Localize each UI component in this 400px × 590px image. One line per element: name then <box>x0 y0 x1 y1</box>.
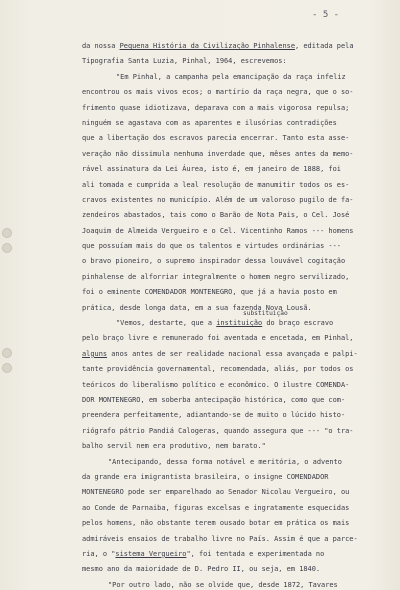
text-segment: prática, desde longa data, em a sua fazenda Nova Lousã. <box>82 303 312 312</box>
text-segment: que possuíam mais do que os talentos e virtudes ordinárias --- <box>82 242 341 251</box>
text-line <box>82 162 386 177</box>
underlined-text: instituição <box>216 319 263 328</box>
text-line <box>82 116 386 131</box>
text-segment: riógrafo pátrio Pandiá Calogeras, quando assegura que --- "o tra- <box>82 426 354 435</box>
text-segment: ", foi tentada e experimentada no <box>186 549 325 558</box>
text-line <box>82 501 386 516</box>
text-segment: ao Conde de Parnaiba, figuras excelsas e ingratamente esquecidas <box>82 503 350 512</box>
text-line <box>82 101 386 116</box>
text-segment: ali tomada e cumprida a leal resolução de manumitir todos os es- <box>82 180 350 189</box>
underlined-text: Pequena História da Civilização Pinhalense <box>119 42 296 50</box>
text-line <box>82 301 386 316</box>
text-segment: do braço escravo <box>262 319 334 328</box>
text-line <box>82 54 386 69</box>
punch-hole <box>2 348 12 358</box>
text-segment: , editada pela <box>295 42 354 50</box>
text-segment: frimento quase idiotizava, deparava com a mais vigorosa repulsa; <box>82 103 350 112</box>
text-segment: preendera perfeitamente, adiantando-se de muito o lúcido histo- <box>82 411 346 420</box>
text-line <box>82 439 386 454</box>
text-segment: ninguém se agastava com as aparentes e ilusórias contradições <box>82 118 337 127</box>
text-segment: balho servil nem era produtivo, nem barato." <box>82 442 266 451</box>
text-line <box>82 362 386 377</box>
text-segment: pinhalense de alforriar integralmente o homem negro servilizado, <box>82 272 350 281</box>
text-segment: teóricos do liberalismo político e econômico. O ilustre COMENDA- <box>82 380 350 389</box>
text-line <box>82 393 386 408</box>
text-segment: MONTENEGRO pode ser emparelhado ao Senador Nicolau Vergueiro, ou <box>82 488 350 497</box>
text-line <box>82 193 386 208</box>
text-line <box>82 270 386 285</box>
text-line <box>82 408 386 423</box>
text-line <box>82 239 386 254</box>
interlinear-correction: substituição <box>243 310 288 318</box>
text-segment: "Em Pinhal, a campanha pela emancipação da raça infeliz <box>116 72 346 81</box>
text-segment: "Vemos, destarte, que a <box>116 319 217 328</box>
text-segment: da grande era imigrantista brasileira, o insigne COMENDADOR <box>82 472 329 481</box>
text-segment: anos antes de ser realidade nacional essa avançada e palpi- <box>107 349 358 358</box>
text-segment: que a libertação dos escravos parecia encerrar. Tanto esta asse- <box>82 134 350 143</box>
text-line <box>82 378 386 393</box>
text-segment: "Antecipando, dessa forma notável e meritória, o advento <box>108 457 342 466</box>
text-segment: tante providência governamental, recomendada, aliás, por todos os <box>82 365 354 374</box>
text-segment: Tipografia Santa Luzia, Pinhal, 1964, escrevemos: <box>82 57 287 66</box>
text-segment: mesmo ano da maioridade de D. Pedro II, ou seja, em 1840. <box>82 565 321 574</box>
text-segment: "Por outro lado, não se olvide que, desde 1872, Tavares <box>108 580 338 589</box>
text-line <box>82 347 386 362</box>
text-line <box>82 224 386 239</box>
text-segment: encontrou os mais vivos ecos; o martírio da raça negra, que o so- <box>82 88 354 97</box>
text-segment: DOR MONTENEGRO, em soberba antecipação histórica, como que com- <box>82 395 346 404</box>
underlined-text: sistema Vergueiro <box>115 549 187 558</box>
text-line <box>116 310 400 331</box>
text-segment: veração não dissimula nenhuma inverdade que, mêses antes da memo- <box>82 149 354 158</box>
text-segment: o bravo pioneiro, o supremo inspirador dessa louvável cogitação <box>82 257 346 266</box>
text-line <box>82 178 386 193</box>
text-line <box>108 455 400 470</box>
punch-hole <box>2 243 12 253</box>
text-segment: rável assinatura da Lei Áurea, isto é, em janeiro de 1888, foi <box>82 165 341 174</box>
text-line <box>108 578 400 590</box>
punch-hole <box>2 363 12 373</box>
text-line <box>82 516 386 531</box>
text-line <box>82 208 386 223</box>
underlined-text: alguns <box>82 349 108 358</box>
text-segment: ria, o " <box>82 549 116 558</box>
text-segment: foi o eminente COMENDADOR MONTENEGRO, que já a havia posto em <box>82 288 337 297</box>
text-line <box>82 562 386 577</box>
text-segment: admiráveis ensaios de trabalho livre no País. Assim é que a parce- <box>82 534 358 543</box>
text-line <box>82 131 386 146</box>
text-segment: pelo braço livre e remunerado foi aventada e encetada, em Pinhal, <box>82 334 354 343</box>
text-segment: cravos existentes no município. Além de um valoroso pugilo de fa- <box>82 195 354 204</box>
text-line <box>82 331 386 346</box>
text-segment: da nossa <box>82 42 120 50</box>
text-line <box>82 485 386 500</box>
punch-hole <box>2 228 12 238</box>
text-line <box>82 254 386 269</box>
text-segment: Joaquim de Almeida Vergueiro e o Cel. Vicentinho Ramos --- homens <box>82 226 354 235</box>
text-line <box>82 147 386 162</box>
text-line <box>82 39 386 54</box>
text-line <box>82 532 386 547</box>
text-line <box>82 470 386 485</box>
text-line <box>82 85 386 100</box>
text-segment: zendeiros abastados, tais como o Barão de Nota Pais, o Cel. José <box>82 211 350 220</box>
page-number: - 5 - <box>312 10 340 20</box>
text-line <box>82 285 386 300</box>
text-line <box>82 424 386 439</box>
text-line <box>116 70 400 85</box>
text-segment: pelos homens, não obstante terem ousado botar em prática os mais <box>82 519 350 528</box>
text-line <box>82 547 386 562</box>
typed-text-body <box>82 39 386 590</box>
